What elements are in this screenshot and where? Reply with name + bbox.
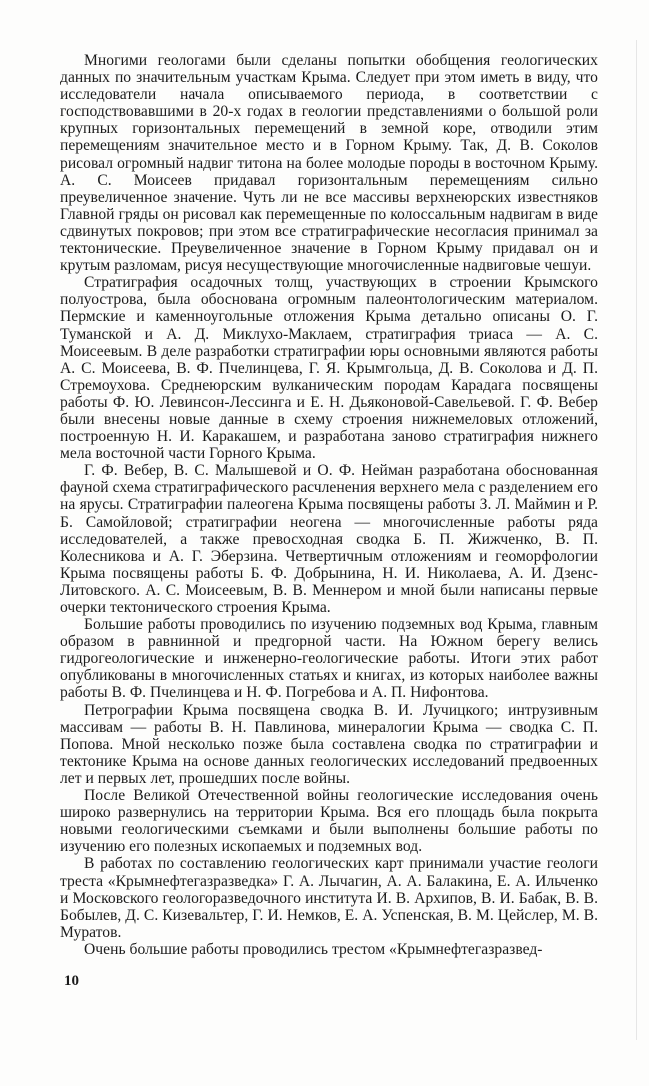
paragraph: Многими геологами были сделаны попытки обобщения геологических данных по значительным участкам Крыма. Следует при этом иметь в виду, что исследователи начала описываемого периода, в соответствии с господствовавшими в 20-х годах в геологии представлениями о большой роли крупных горизонтальных перемещений в земной коре, отводили этим перемещениям значительное место и в Горном Крыму. Так, Д. В. Соколов рисовал огромный надвиг титона на более молодые породы в восточном Крыму. А. С. Моисеев придавал горизонтальным перемещениям сильно преувеличенное значение. Чуть ли не все массивы верхнеюрских известняков Главной гряды он рисовал как перемещенные по колоссальным надвигам в виде сдвинутых покровов; при этом все стратиграфические несогласия принимал за тектонические. Преувеличенное значение в Горном Крыму придавал он и крутым разломам, рисуя несуществующие многочисленные надвиговые чешуи.: [60, 52, 598, 275]
page-number: 10: [64, 973, 79, 989]
paragraph: В работах по составлению геологических карт принимали участие геологи треста «Крымнефтегазразведка» Г. А. Лычагин, А. А. Балакина, Е. А. Ильченко и Московского геологоразведочного института И. В. Архипов, В. И. Бабак, В. В. Бобылев, Д. С. Кизевальтер, Г. И. Немков, Е. А. Успенская, В. М. Цейслер, М. В. Муратов.: [60, 855, 598, 941]
paragraph: Стратиграфия осадочных толщ, участвующих в строении Крымского полуострова, была обоснована огромным палеонтологическим материалом. Пермские и каменноугольные отложения Крыма детально описаны О. Г. Туманской и А. Д. Миклухо-Маклаем, стратиграфия триаса — А. С. Моисеевым. В деле разработки стратиграфии юры основными являются работы А. С. Моисеева, В. Ф. Пчелинцева, Г. Я. Крымгольца, Д. В. Соколова и Д. П. Стремоухова. Среднеюрским вулканическим породам Карадага посвящены работы Ф. Ю. Левинсон-Лессинга и Е. Н. Дьяконовой-Савельевой. Г. Ф. Вебер были внесены новые данные в схему строения нижнемеловых отложений, построенную Н. И. Каракашем, и разработана заново стратиграфия нижнего мела восточной части Горного Крыма.: [60, 274, 598, 463]
body-text: [60, 52, 598, 958]
scan-edge-mark: [636, 40, 637, 1040]
paragraph: Очень большие работы проводились трестом «Крымнефтегазразвед-: [84, 940, 543, 958]
paragraph: Г. Ф. Вебер, В. С. Малышевой и О. Ф. Нейман разработана обоснованная фауной схема стратиграфического расчленения верхнего мела с разделением его на ярусы. Стратиграфии палеогена Крыма посвящены работы З. Л. Маймин и Р. Б. Самойловой; стратиграфии неогена — многочисленные работы ряда исследователей, а также превосходная сводка Б. П. Жижченко, В. П. Колесникова и А. Г. Эберзина. Четвертичным отложениям и геоморфологии Крыма посвящены работы Б. Ф. Добрынина, Н. И. Николаева, А. И. Дзенс-Литовского. А. С. Моисеевым, В. В. Меннером и мной были написаны первые очерки тектонического строения Крыма.: [60, 462, 598, 616]
paragraph: После Великой Отечественной войны геологические исследования очень широко развернулись на территории Крыма. Вся его площадь была покрыта новыми геологическими съемками и были выполнены большие работы по изучению его полезных ископаемых и подземных вод.: [60, 787, 598, 856]
paragraph: Петрографии Крыма посвящена сводка В. И. Лучицкого; интрузивным массивам — работы В. Н. Павлинова, минералогии Крыма — сводка С. П. Попова. Мной несколько позже была составлена сводка по стратиграфии и тектонике Крыма на основе данных геологических исследований предвоенных лет и первых лет, прошедших после войны.: [60, 701, 598, 787]
paragraph: Большие работы проводились по изучению подземных вод Крыма, главным образом в равнинной и предгорной части. На Южном берегу велись гидрогеологические и инженерно-геологические работы. Итоги этих работ опубликованы в многочисленных статьях и книгах, из которых наиболее важны работы В. Ф. Пчелинцева и Н. Ф. Погребова и А. П. Нифонтова.: [60, 616, 598, 702]
